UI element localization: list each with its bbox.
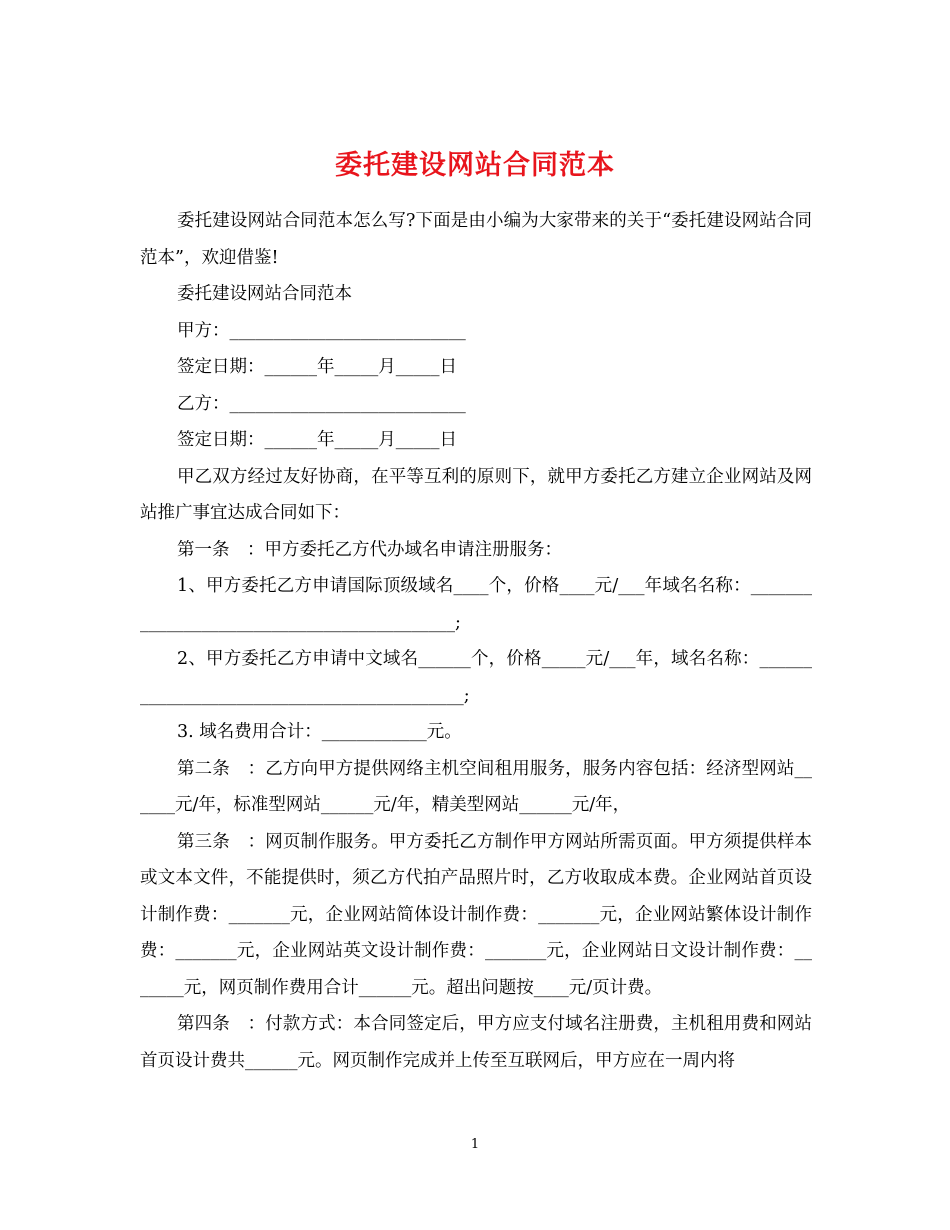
intro-paragraph: 委托建设网站合同范本怎么写?下面是由小编为大家带来的关于“委托建设网站合同范本”，欢迎借鉴! <box>140 211 812 268</box>
contract-heading: 委托建设网站合同范本 <box>177 284 352 304</box>
page-number: 1 <box>470 1137 480 1152</box>
article-1-item-3: 3. 域名费用合计：____________元。 <box>177 722 462 742</box>
article-2: 第二条 ：乙方向甲方提供网络主机空间租用服务，服务内容包括：经济型网站______元/年，标准型网站______元/年，精美型网站______元/年， <box>140 758 812 815</box>
party-b-line: 乙方：___________________________ <box>177 393 466 414</box>
article-1: 第一条 ：甲方委托乙方代办域名申请注册服务： <box>177 539 562 560</box>
article-4: 第四条 ：付款方式：本合同签定后，甲方应支付域名注册费，主机租用费和网站首页设计费共______元。网页制作完成并上传至互联网后，甲方应在一周内将 <box>140 1014 812 1071</box>
agreement-preamble: 甲乙双方经过友好协商，在平等互利的原则下，就甲方委托乙方建立企业网站及网站推广事宜达成合同如下： <box>140 466 812 523</box>
article-1-item-1: 1、甲方委托乙方申请国际顶级域名____个，价格____元/___年域名名称：___________________________________________; <box>140 576 812 633</box>
document-title: 委托建设网站合同范本 <box>335 150 615 182</box>
document-body <box>140 203 812 1079</box>
party-a-line: 甲方：___________________________ <box>177 320 466 341</box>
party-a-sign-date: 签定日期：______年_____月_____日 <box>177 357 457 377</box>
article-1-item-2: 2、甲方委托乙方申请中文域名______个，价格_____元/___年，域名名称：___________________________________________; <box>140 649 812 706</box>
party-b-sign-date: 签定日期：______年_____月_____日 <box>177 430 457 450</box>
article-3: 第三条 ：网页制作服务。甲方委托乙方制作甲方网站所需页面。甲方须提供样本或文本文件，不能提供时，须乙方代拍产品照片时，乙方收取成本费。企业网站首页设计制作费：_______元，企业网站简体设计制作费：_______元，企业网站繁体设计制作费：_______元，企业网站英文设计制作费：_______元，企业网站日文设计制作费：_______元，网页制作费用合计______元。超出问题按____元/页计费。 <box>140 831 812 998</box>
